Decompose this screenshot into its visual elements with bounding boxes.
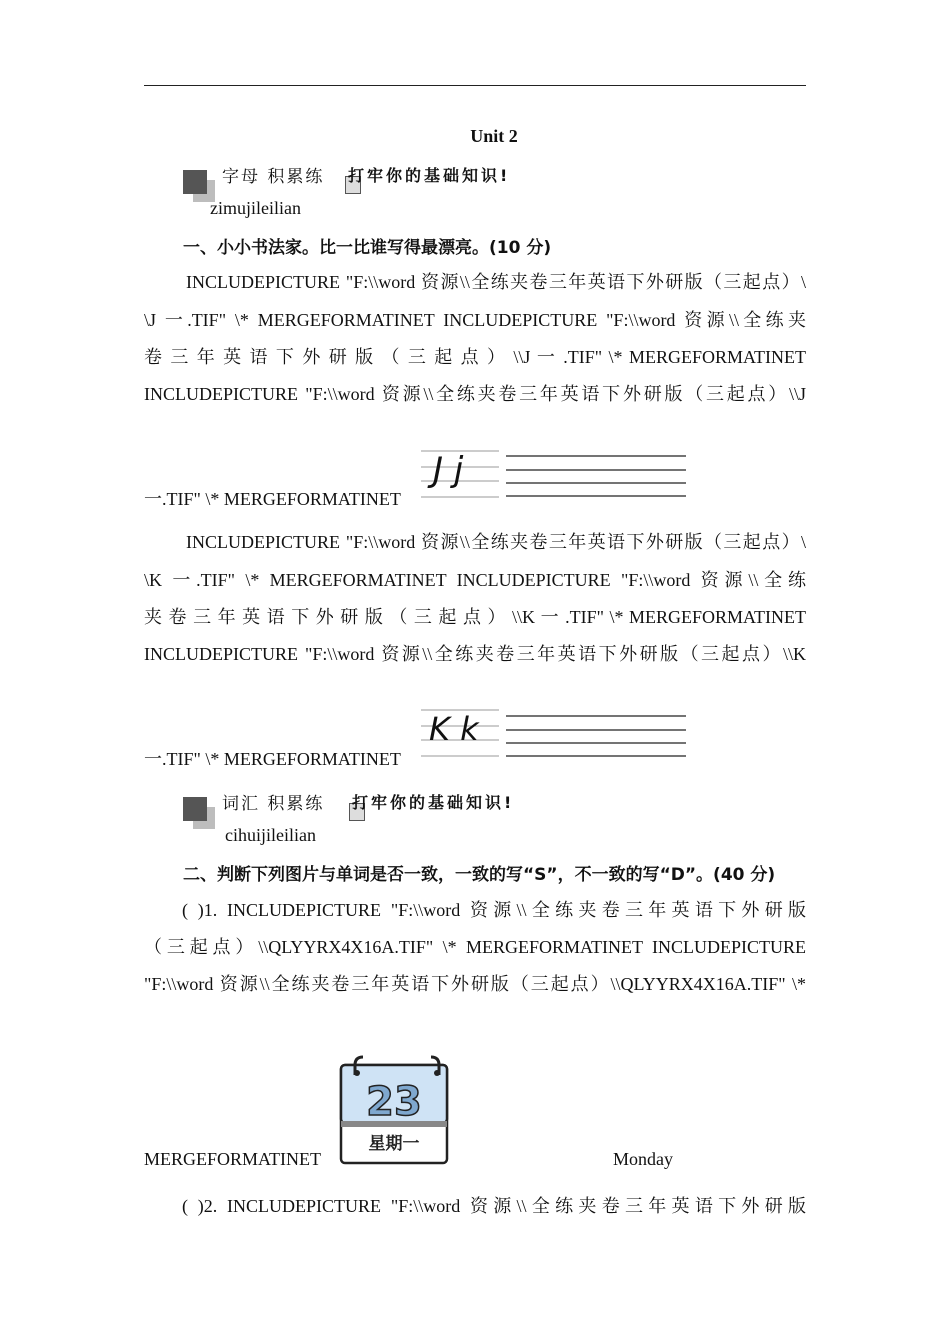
k-letter-image — [421, 702, 501, 762]
j-letters-text: J j — [433, 450, 464, 490]
j-line-1: INCLUDEPICTURE "F:\\word 资源\\全练夹卷三年英语下外研版（三起点）\ — [186, 272, 806, 292]
section-icon — [183, 797, 217, 831]
item2-line-1: ( )2. INCLUDEPICTURE "F:\\word 资源\\全练夹卷三年英语下外研版 — [182, 1196, 806, 1216]
item1-word: Monday — [613, 1149, 673, 1169]
section1-slogan: 打牢你的基础知识! — [348, 166, 511, 185]
section1-heading: 一、小小书法家。比一比谁写得最漂亮。(10 分) — [183, 238, 552, 258]
item1-line-4: MERGEFORMATINET — [144, 1149, 322, 1169]
k-writing-lines — [506, 712, 688, 758]
item1-line-1: ( )1. INCLUDEPICTURE "F:\\word 资源\\全练夹卷三年英语下外研版 — [182, 900, 806, 920]
j-line-3: 卷 三 年 英 语 下 外 研 版 （ 三 起 点 ） \\J 一 .TIF" \* MERGEFORMATINET — [144, 347, 806, 367]
j-line-4: INCLUDEPICTURE "F:\\word 资源\\全练夹卷三年英语下外研版（三起点）\\J — [144, 384, 806, 404]
section1-pinyin: zimujileilian — [210, 198, 301, 218]
k-line-1: INCLUDEPICTURE "F:\\word 资源\\全练夹卷三年英语下外研版（三起点）\ — [186, 532, 806, 552]
j-writing-lines — [506, 452, 688, 498]
k-line-4: INCLUDEPICTURE "F:\\word 资源\\全练夹卷三年英语下外研版（三起点）\\K — [144, 644, 806, 664]
section2-label: 词汇 积累练 — [222, 794, 325, 814]
calendar-image — [337, 1055, 452, 1167]
k-line-3: 夹 卷 三 年 英 语 下 外 研 版 （ 三 起 点 ） \\K 一 .TIF" \* MERGEFORMATINET — [144, 607, 806, 627]
calendar-day: 星期一 — [368, 1134, 420, 1154]
section1-label: 字母 积累练 — [222, 167, 325, 187]
item1-line-2: （三起点）\\QLYYRX4X16A.TIF" \* MERGEFORMATINET INCLUDEPICTURE — [144, 937, 806, 957]
header-rule — [144, 85, 806, 86]
j-line-2: \J 一.TIF" \* MERGEFORMATINET INCLUDEPICTURE "F:\\word 资源\\全练夹 — [144, 310, 806, 330]
j-line-5: 一.TIF" \* MERGEFORMATINET — [144, 489, 401, 509]
unit-title: Unit 2 — [470, 126, 518, 146]
k-letters-text: K k — [429, 710, 479, 748]
calendar-number: 23 — [366, 1079, 422, 1125]
j-letter-image — [421, 443, 501, 503]
section2-slogan: 打牢你的基础知识! — [352, 793, 515, 812]
section2-heading: 二、判断下列图片与单词是否一致，一致的写“S”，不一致的写“D”。(40 分) — [183, 865, 776, 885]
k-line-5: 一.TIF" \* MERGEFORMATINET — [144, 749, 401, 769]
section2-pinyin: cihuijileilian — [225, 825, 316, 845]
item1-line-3: "F:\\word 资源\\全练夹卷三年英语下外研版（三起点）\\QLYYRX4X16A.TIF" \* — [144, 974, 806, 994]
k-line-2: \K 一.TIF" \* MERGEFORMATINET INCLUDEPICTURE "F:\\word 资源\\全练 — [144, 570, 806, 590]
